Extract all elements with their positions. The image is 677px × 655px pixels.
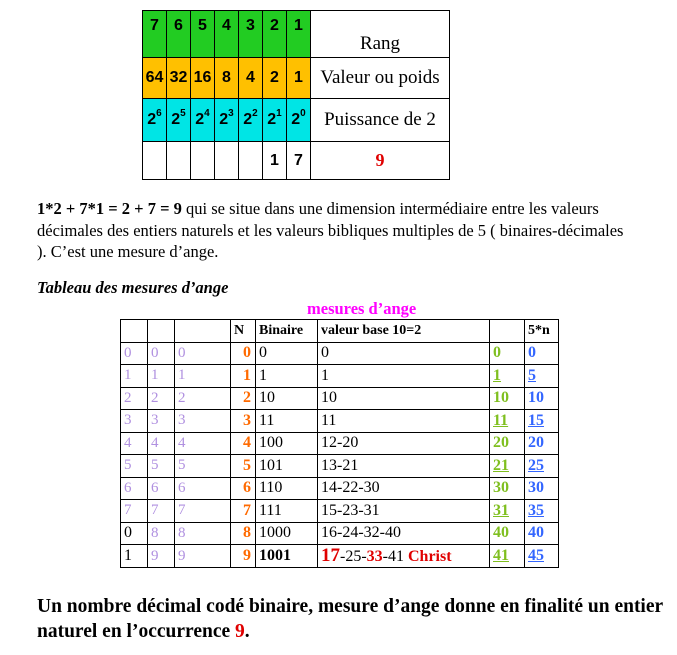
index-cell: 7 <box>175 500 231 523</box>
rank-cell: 4 <box>215 11 239 58</box>
index-cell: 8 <box>175 522 231 545</box>
value-cell: 14-22-30 <box>318 477 490 500</box>
rank-cell: 2 <box>263 11 287 58</box>
value-label: Valeur ou poids <box>311 58 450 99</box>
table-row <box>121 342 559 365</box>
index-cell: 4 <box>175 432 231 455</box>
index-cell: 3 <box>121 410 148 433</box>
value-part: -41 <box>382 548 408 565</box>
n-cell: 2 <box>231 387 256 410</box>
n-cell: 3 <box>231 410 256 433</box>
table-row <box>121 545 559 568</box>
table-row <box>121 455 559 478</box>
table-row <box>121 522 559 545</box>
value-cell: 1 <box>318 365 490 388</box>
index-cell: 7 <box>148 500 175 523</box>
blue-cell: 5 <box>525 365 559 388</box>
binary-cell: 11 <box>256 410 318 433</box>
value-17: 17 <box>321 545 340 566</box>
value-cell: 15-23-31 <box>318 500 490 523</box>
result-cell: 9 <box>311 142 450 180</box>
blue-cell: 20 <box>525 432 559 455</box>
green-cell: 41 <box>490 545 525 568</box>
power-cell <box>143 99 167 142</box>
index-cell: 0 <box>121 522 148 545</box>
header-cell <box>121 320 148 343</box>
power-exponent: 1 <box>276 108 282 119</box>
christ-label: Christ <box>407 548 452 565</box>
conclusion-paragraph <box>37 594 667 644</box>
index-cell: 4 <box>121 432 148 455</box>
blue-cell: 0 <box>525 342 559 365</box>
value-cell: 16-24-32-40 <box>318 522 490 545</box>
binary-cell: 101 <box>256 455 318 478</box>
green-cell: 40 <box>490 522 525 545</box>
conclusion-end: . <box>244 621 250 642</box>
green-cell: 21 <box>490 455 525 478</box>
power-exponent: 3 <box>228 108 234 119</box>
value-cell: 11 <box>318 410 490 433</box>
explanation-text: qui se situe dans une dimension intermédiaire entre les valeurs décimales des entiers naturels et les valeurs bibliques multiples de 5 ( binaires-décimales ). C’est une mesure d’ange. <box>37 199 624 261</box>
green-cell: 30 <box>490 477 525 500</box>
index-cell: 5 <box>175 455 231 478</box>
table-row <box>121 432 559 455</box>
value-cell: 64 <box>143 58 167 99</box>
index-cell: 1 <box>175 365 231 388</box>
binary-cell: 100 <box>256 432 318 455</box>
n-cell: 7 <box>231 500 256 523</box>
index-cell: 9 <box>148 545 175 568</box>
index-cell: 6 <box>121 477 148 500</box>
index-cell: 1 <box>121 545 148 568</box>
header-n: N <box>231 320 256 343</box>
index-cell: 2 <box>121 387 148 410</box>
power-base: 2 <box>147 111 157 128</box>
digit-cell: 7 <box>287 142 311 180</box>
n-cell: 9 <box>231 545 256 568</box>
power-row <box>143 99 450 142</box>
index-cell: 5 <box>121 455 148 478</box>
index-cell: 0 <box>175 342 231 365</box>
digit-cell <box>239 142 263 180</box>
index-cell: 8 <box>148 522 175 545</box>
n-cell: 5 <box>231 455 256 478</box>
value-cell: 8 <box>215 58 239 99</box>
value-cell: 32 <box>167 58 191 99</box>
n-cell: 4 <box>231 432 256 455</box>
value-cell: 16 <box>191 58 215 99</box>
value-cell: 0 <box>318 342 490 365</box>
conclusion-text: Un nombre décimal codé binaire, mesure d’ange donne en finalité un entier naturel en l’occurrence <box>37 596 663 642</box>
n-cell: 8 <box>231 522 256 545</box>
index-cell: 0 <box>121 342 148 365</box>
equation: 1*2 + 7*1 = 2 + 7 = 9 <box>37 199 182 218</box>
power-cell <box>239 99 263 142</box>
table-subtitle: mesures d’ange <box>307 299 417 318</box>
angel-measure-table <box>120 319 559 568</box>
index-cell: 5 <box>148 455 175 478</box>
digit-cell <box>167 142 191 180</box>
header-binaire: Binaire <box>256 320 318 343</box>
digit-row <box>143 142 450 180</box>
blue-cell: 45 <box>525 545 559 568</box>
blue-cell: 10 <box>525 387 559 410</box>
power-base: 2 <box>171 111 181 128</box>
value-cell: 13-21 <box>318 455 490 478</box>
value-part: -25- <box>340 548 367 565</box>
header-5n: 5*n <box>525 320 559 343</box>
power-exponent: 5 <box>180 108 186 119</box>
value-cell: 2 <box>263 58 287 99</box>
value-cell: 10 <box>318 387 490 410</box>
index-cell: 1 <box>148 365 175 388</box>
power-cell <box>215 99 239 142</box>
index-cell: 6 <box>148 477 175 500</box>
value-33: 33 <box>366 548 383 565</box>
power-exponent: 6 <box>156 108 162 119</box>
binary-rank-table <box>142 10 450 180</box>
index-cell: 6 <box>175 477 231 500</box>
rank-label: Rang <box>311 11 450 58</box>
binary-cell: 110 <box>256 477 318 500</box>
binary-cell: 111 <box>256 500 318 523</box>
power-cell <box>167 99 191 142</box>
rank-cell: 5 <box>191 11 215 58</box>
rank-cell: 6 <box>167 11 191 58</box>
power-base: 2 <box>267 111 277 128</box>
digit-cell <box>215 142 239 180</box>
table-row <box>121 477 559 500</box>
table-caption: Tableau des mesures d’ange <box>37 278 229 297</box>
table-row <box>121 410 559 433</box>
green-cell: 10 <box>490 387 525 410</box>
header-row <box>121 320 559 343</box>
rank-cell: 1 <box>287 11 311 58</box>
binary-cell: 1 <box>256 365 318 388</box>
green-cell: 20 <box>490 432 525 455</box>
index-cell: 4 <box>148 432 175 455</box>
binary-cell: 10 <box>256 387 318 410</box>
n-cell: 0 <box>231 342 256 365</box>
power-base: 2 <box>219 111 229 128</box>
digit-cell <box>191 142 215 180</box>
index-cell: 7 <box>121 500 148 523</box>
blue-cell: 15 <box>525 410 559 433</box>
power-cell <box>191 99 215 142</box>
n-cell: 6 <box>231 477 256 500</box>
blue-cell: 40 <box>525 522 559 545</box>
power-label: Puissance de 2 <box>311 99 450 142</box>
power-cell <box>263 99 287 142</box>
index-cell: 0 <box>148 342 175 365</box>
table-row <box>121 365 559 388</box>
index-cell: 9 <box>175 545 231 568</box>
value-cell: 12-20 <box>318 432 490 455</box>
digit-cell <box>143 142 167 180</box>
power-base: 2 <box>291 111 301 128</box>
n-cell: 1 <box>231 365 256 388</box>
blue-cell: 35 <box>525 500 559 523</box>
power-exponent: 0 <box>300 108 306 119</box>
binary-cell: 1001 <box>256 545 318 568</box>
index-cell: 2 <box>148 387 175 410</box>
power-base: 2 <box>243 111 253 128</box>
binary-cell: 0 <box>256 342 318 365</box>
value-cell: 4 <box>239 58 263 99</box>
table-row <box>121 500 559 523</box>
value-cell <box>318 545 490 568</box>
index-cell: 2 <box>175 387 231 410</box>
rank-cell: 7 <box>143 11 167 58</box>
power-base: 2 <box>195 111 205 128</box>
blue-cell: 30 <box>525 477 559 500</box>
binary-cell: 1000 <box>256 522 318 545</box>
header-cell <box>490 320 525 343</box>
index-cell: 1 <box>121 365 148 388</box>
blue-cell: 25 <box>525 455 559 478</box>
green-cell: 0 <box>490 342 525 365</box>
green-cell: 1 <box>490 365 525 388</box>
value-cell: 1 <box>287 58 311 99</box>
rank-cell: 3 <box>239 11 263 58</box>
header-cell <box>175 320 231 343</box>
green-cell: 11 <box>490 410 525 433</box>
header-valeur: valeur base 10=2 <box>318 320 490 343</box>
value-row <box>143 58 450 99</box>
power-exponent: 2 <box>252 108 258 119</box>
rank-row <box>143 11 450 58</box>
index-cell: 3 <box>148 410 175 433</box>
green-cell: 31 <box>490 500 525 523</box>
table-row <box>121 387 559 410</box>
power-exponent: 4 <box>204 108 210 119</box>
index-cell: 3 <box>175 410 231 433</box>
power-cell <box>287 99 311 142</box>
conclusion-number: 9 <box>235 621 245 642</box>
digit-cell: 1 <box>263 142 287 180</box>
header-cell <box>148 320 175 343</box>
explanation-paragraph <box>37 198 637 263</box>
